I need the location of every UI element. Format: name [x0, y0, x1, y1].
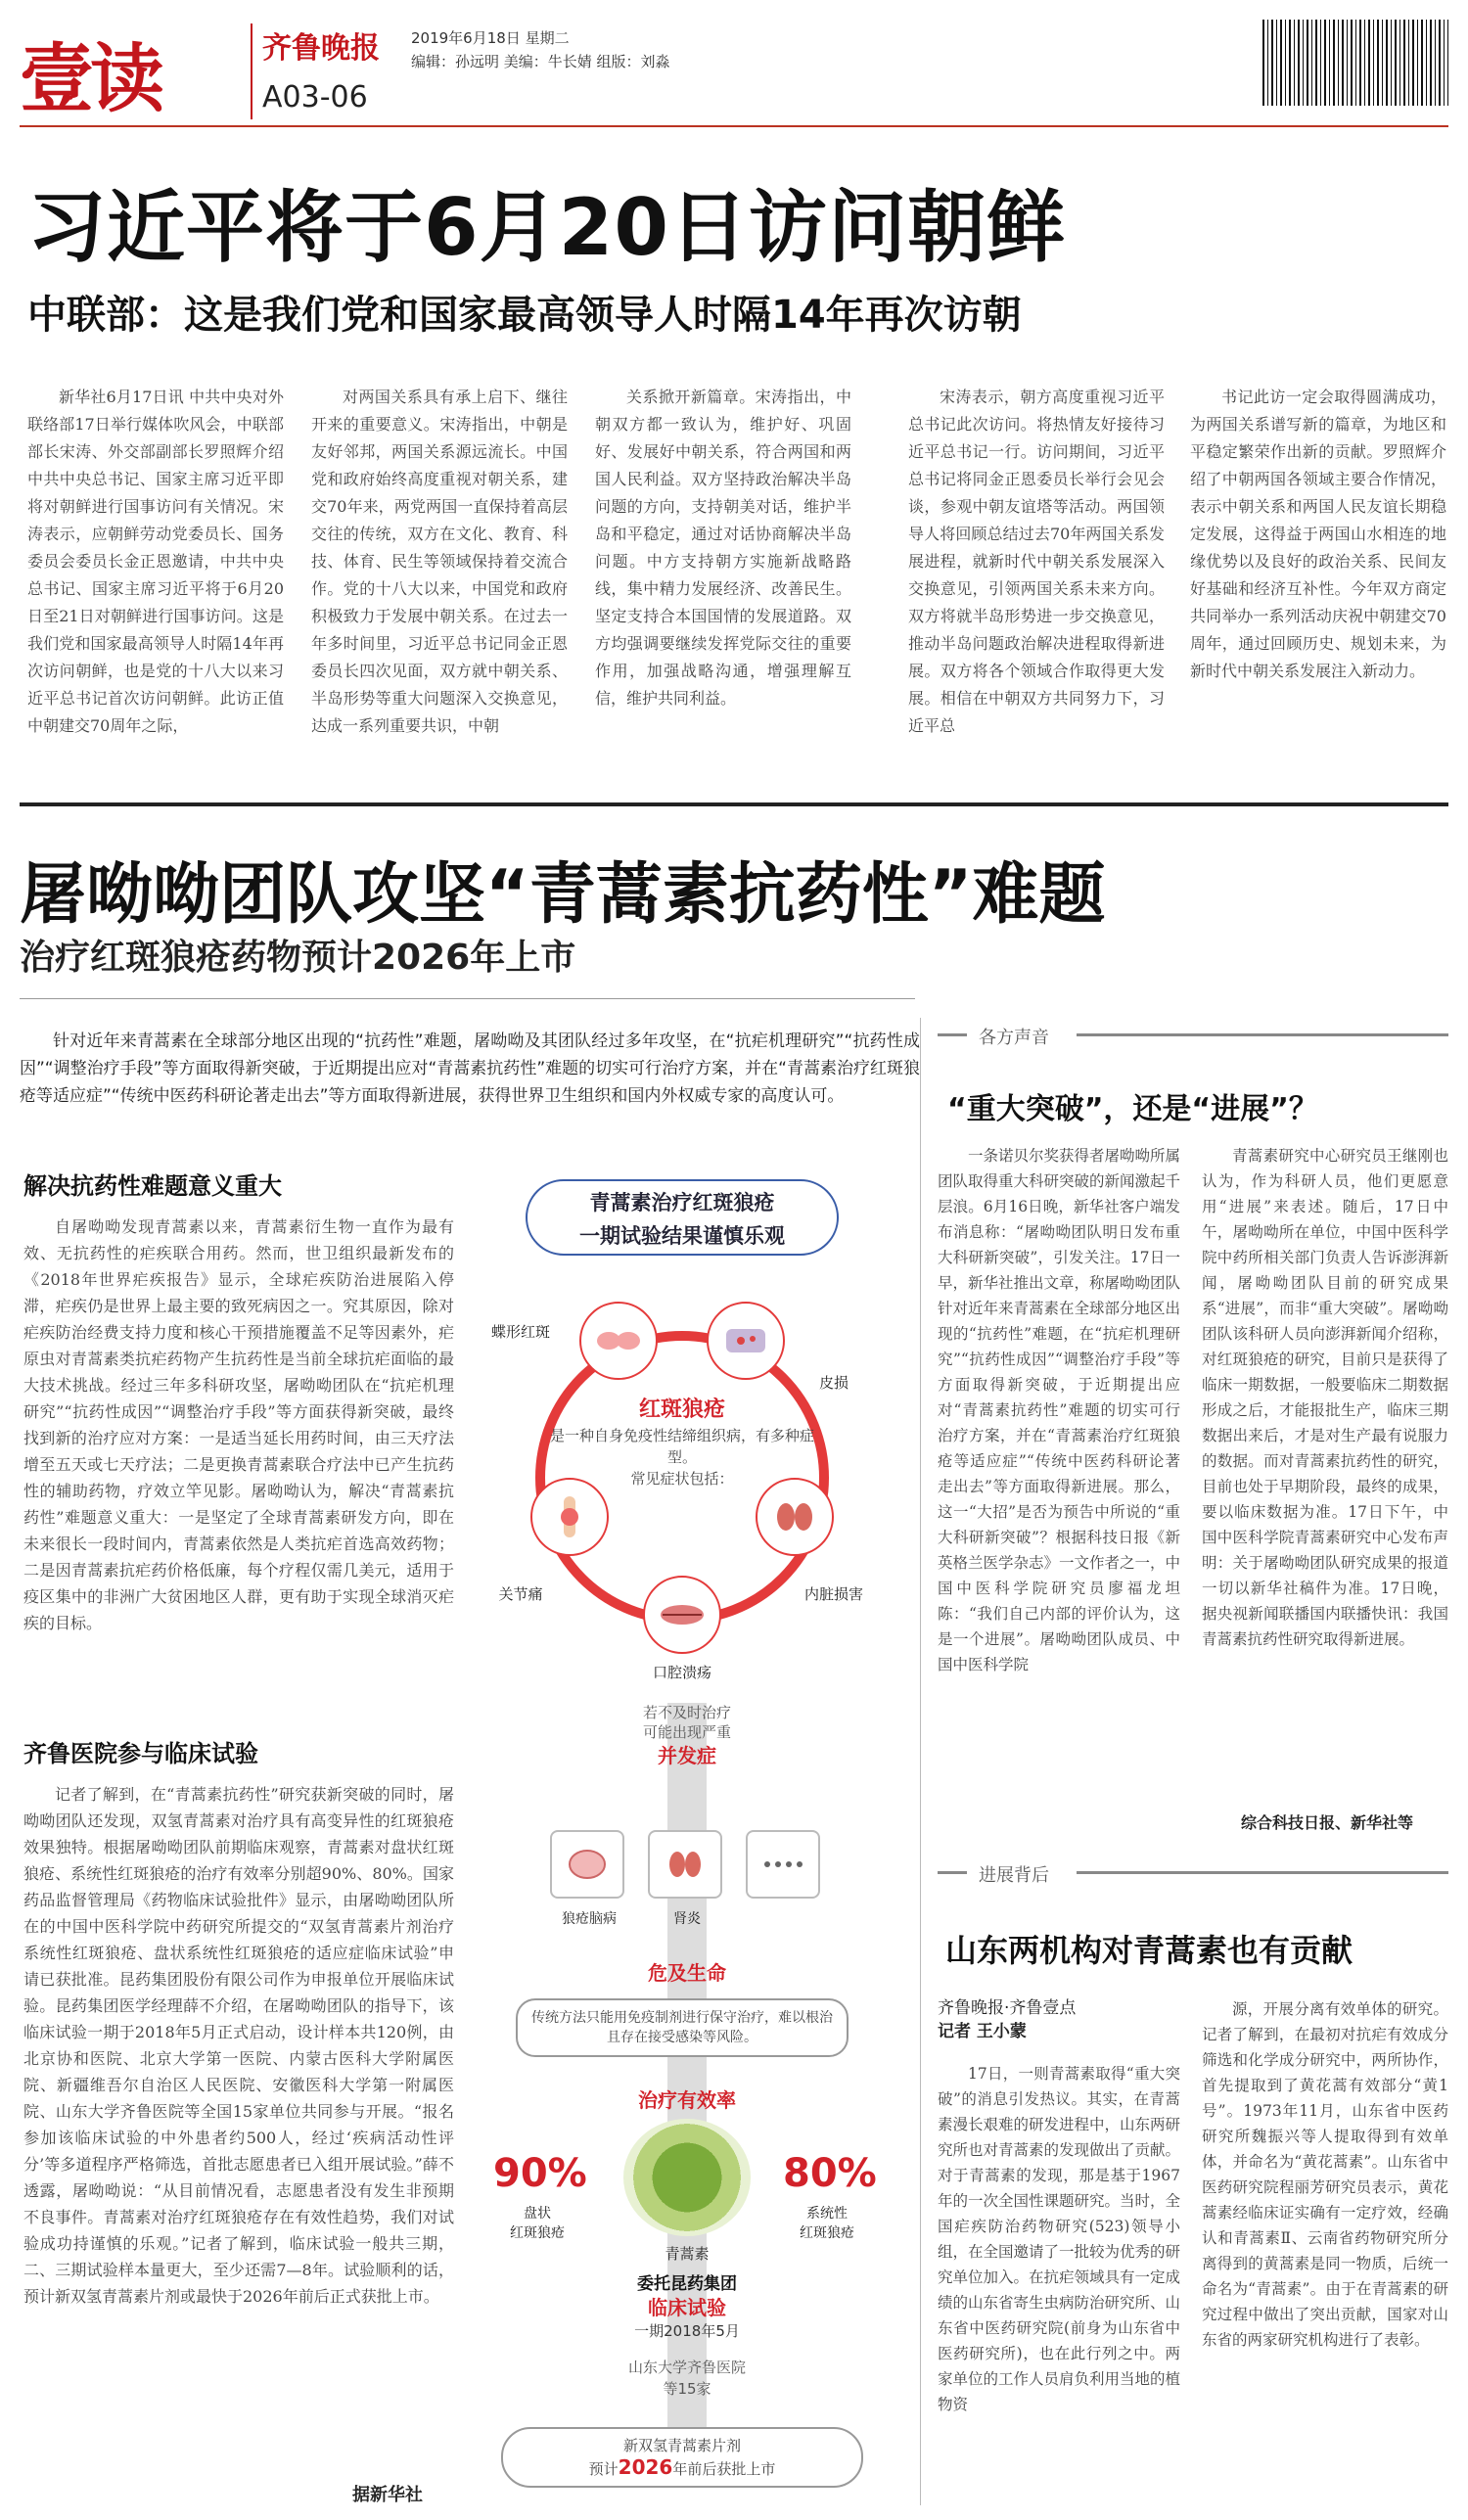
lead-column	[311, 384, 568, 775]
section-rule	[20, 802, 1448, 806]
kidney-icon	[648, 1830, 722, 1899]
voices-column	[1202, 1143, 1448, 1801]
symptom-label: 蝶形红斑	[490, 1323, 550, 1341]
trial-hospitals: 山东大学齐鲁医院 等15家	[627, 2359, 746, 2398]
barcode-image	[1262, 20, 1448, 106]
page-number: A03-06	[262, 80, 368, 115]
herb-label: 青蒿素	[665, 2245, 710, 2263]
butterfly-rash-icon	[579, 1302, 658, 1380]
tag-background: 进展背后	[979, 1865, 1049, 1886]
organ-damage-icon	[756, 1478, 834, 1556]
tag-rule	[938, 1033, 967, 1036]
section-brand: 壹读	[20, 35, 161, 122]
lead-paragraph: 宋涛表示，朝方高度重视习近平总书记此次访问。将热情友好接待习近平总书记一行。访问期间，习近平总书记将同金正恩委员长举行会见会谈，参观中朝友谊塔等活动。两国领导人将回顾总结过去70年两国关系发展进程，就新时代中朝关系发展深入交换意见，引领两国关系未来方向。双方将就半岛形势进一步交换意见，推动半岛问题政治解决进程取得新进展。双方将各个领域合作取得更大发展。相信在中朝双方共同努力下，习近平总	[908, 388, 1165, 735]
background-column	[1202, 1996, 1448, 2505]
mouth-ulcer-icon	[643, 1576, 721, 1654]
date-line: 2019年6月18日 星期二	[411, 29, 570, 47]
brain-icon	[550, 1830, 624, 1899]
infographic-title	[526, 1179, 839, 1256]
launch-forecast	[501, 2427, 863, 2488]
lead-paragraph: 新华社6月17日讯 中共中央对外联络部17日举行媒体吹风会，中联部部长宋涛、外交部副部长罗照辉介绍中共中央总书记、国家主席习近平即将对朝鲜进行国事访问有关情况。宋涛表示，应朝鲜劳动党委员长、国务委员会委员长金正恩邀请，中共中央总书记、国家主席习近平将于6月20日至21日对朝鲜进行国事访问。这是我们党和国家最高领导人时隔14年再次访问朝鲜，也是党的十八大以来习近平总书记首次访问朝鲜。此访正值中朝建交70周年之际，	[27, 388, 284, 735]
masthead-divider	[251, 23, 252, 119]
story-credit: 据新华社	[352, 2485, 423, 2505]
column-rule	[920, 1018, 921, 2505]
section-head-resistance: 解决抗药性难题意义重大	[23, 1172, 282, 1200]
story2-headline: 屠呦呦团队攻坚“青蒿素抗药性”难题	[20, 856, 1106, 934]
lead-column	[908, 384, 1165, 775]
common-symptoms-label: 常见症状包括：	[630, 1470, 734, 1488]
voices-credit: 综合科技日报、新华社等	[1241, 1813, 1414, 1832]
efficacy-systemic-label: 系统性 红斑狼疮	[800, 2206, 854, 2241]
more-icon	[746, 1830, 820, 1899]
story2-lede: 针对近年来青蒿素在全球部分地区出现的“抗药性”难题，屠呦呦及其团队经过多年攻坚，在“抗疟机理研究”“抗药性成因”“调整治疗手段”等方面取得新突破，于近期提出应对“青蒿素抗药性”难题的切实可行治疗方案，并在“青蒿素治疗红斑狼疮等适应症”“传统中医药科研论著走出去”等方面取得新进展，获得世界卫生组织和国内外权威专家的高度认可。	[20, 1031, 920, 1106]
launch-year: 2026	[618, 2455, 673, 2479]
complication-warning	[589, 1703, 785, 1765]
lead-column	[595, 384, 851, 775]
lead-paragraph: 对两国关系具有承上启下、继往开来的重要意义。宋涛指出，中朝是友好邻邦，两国关系源远流长。中国党和政府始终高度重视对朝关系，建交70年来，两党两国一直保持着高层交往的传统，双方在文化、教育、科技、体育、民生等领域保持着交流合作。党的十八大以来，中国党和政府积极致力于发展中朝关系。在过去一年多时间里，习近平总书记同金正恩委员长四次见面，双方就中朝关系、半岛形势等重大问题深入交换意见，达成一系列重要共识，中朝	[311, 388, 568, 735]
lead-paragraph: 关系掀开新篇章。宋涛指出，中朝双方都一致认为，维护好、巩固好、发展好中朝关系，符合两国和两国人民利益。双方坚持政治解决半岛问题的方向，支持朝美对话，维护半岛和平稳定，通过对话协商解决半岛问题。中方支持朝方实施新战略路线，集中精力发展经济、改善民生。坚定支持合本国国情的发展道路。双方均强调要继续发挥党际交往的重要作用，加强战略沟通，增强理解互信，维护共同利益。	[595, 388, 851, 708]
efficacy-title: 治疗有效率	[638, 2088, 736, 2112]
background-column	[938, 2061, 1180, 2506]
skin-lesion-icon	[707, 1302, 785, 1380]
lead-subheadline: 中联部：这是我们党和国家最高领导人时隔14年再次访朝	[27, 293, 1022, 338]
disease-description	[540, 1399, 824, 1489]
background-paragraph: 17日，一则青蒿素取得“重大突破”的消息引发热议。其实，在青蒿素漫长艰难的研发进程中，山东两研究所也对青蒿素的发现做出了贡献。对于青蒿素的发现，那是基于1967年的一次全国性课题研究。当时，全国疟疾防治药物研究(523)领导小组，在全国邀请了一批较为优秀的研究单位加入。在抗疟领域具有一定成绩的山东省寄生虫病防治研究所、山东省中医药研究院(前身为山东省中医药研究所)，也在此行列之中。两家单位的工作人员肩负利用当地的植物资	[938, 2065, 1180, 2413]
joint-pain-icon	[530, 1478, 609, 1556]
trial-label: 临床试验	[648, 2296, 726, 2319]
lead-headline: 习近平将于6月20日访问朝鲜	[27, 182, 1066, 273]
complication-label: 狼疮脑病	[562, 1911, 617, 1927]
story2-subheadline: 治疗红斑狼疮药物预计2026年上市	[20, 938, 576, 978]
artemisia-herb-icon	[623, 2119, 751, 2236]
launch-pre: 新双氢青蒿素片剂 预计	[588, 2437, 741, 2478]
complication-title: 并发症	[658, 1744, 716, 1767]
disease-desc: 是一种自身免疫性结缔组织病，有多种症型。	[549, 1427, 814, 1466]
lead-paragraph: 书记此访一定会取得圆满成功，为两国关系谱写新的篇章，为地区和平稳定繁荣作出新的贡献。罗照辉介绍了中朝两国各领域主要合作情况，表示中朝关系和两国人民友谊长期稳定发展，这得益于两国山水相连的地缘优势以及良好的政治关系、民间友好基础和经济互补性。今年双方商定共同举办一系列活动庆祝中朝建交70周年，通过回顾历史、规划未来，为新时代中朝关系发展注入新动力。	[1190, 388, 1446, 680]
masthead	[20, 10, 1448, 127]
trial-sponsor	[579, 2272, 795, 2343]
section-body-resistance	[23, 1214, 454, 1722]
voices-column	[938, 1143, 1180, 1828]
section-body-trial	[23, 1781, 454, 2476]
lead-column	[1190, 384, 1446, 775]
voices-headline: “重大突破”，还是“进展”？	[947, 1092, 1318, 1126]
subheadline-rule	[20, 998, 915, 999]
tag-rule	[938, 1871, 967, 1874]
body-paragraph: 自屠呦呦发现青蒿素以来，青蒿素衍生物一直作为最有效、无抗药性的疟疾联合用药。然而，世卫组织最新发布的《2018年世界疟疾报告》显示，全球疟疾防治进展陷入停滞，疟疾仍是世界上最主要的致死病因之一。究其原因，除对疟疾防治经费支持力度和核心干预措施覆盖不足等因素外，疟原虫对青蒿素类抗疟药物产生抗药性是当前全球抗疟面临的最大技术挑战。经过三年多科研攻坚，屠呦呦团队在“抗疟机理研究”“抗药性成因”“调整治疗手段”等方面获得新突破，最终找到新的治疗应对方案：一是适当延长用药时间，由三天疗法增至五天或七天疗法；二是更换青蒿素联合疗法中已产生抗药性的辅助药物，疗效立竿见影。屠呦呦认为，解决“青蒿素抗药性”难题意义重大：一是坚定了全球青蒿素研发方向，即在未来很长一段时间内，青蒿素依然是人类抗疟首选高效药物；二是因青蒿素抗疟药价格低廉，每个疗程仅需几美元，适用于疫区集中的非洲广大贫困地区人群，更有助于实现全球消灭疟疾的目标。	[23, 1217, 454, 1632]
sponsor-text: 委托昆药集团	[637, 2274, 737, 2294]
efficacy-systemic: 80%	[783, 2151, 877, 2196]
byline-outlet: 齐鲁晚报·齐鲁壹点	[938, 1998, 1077, 2018]
trial-date: 一期2018年5月	[634, 2322, 740, 2340]
byline	[938, 1996, 1076, 2043]
symptom-label: 关节痛	[498, 1585, 543, 1603]
tag-voices: 各方声音	[979, 1028, 1049, 1048]
lead-column	[27, 384, 284, 775]
background-paragraph: 源，开展分离有效单体的研究。记者了解到，在最初对抗疟有效成分筛选和化学成分研究中，两所协作，首先提取到了黄花蒿有效部分“黄1号”。1973年11月，山东省中医药研究所魏振兴等人提取得到有效单体，并命名为“黄花蒿素”。山东省中医药研究院程丽芳研究员表示，黄花蒿素经临床证实确有一定疗效，经确认和青蒿素Ⅱ、云南省药物研究所分离得到的黄蒿素是同一物质，后统一命名为“青蒿素”。由于在青蒿素的研究过程中做出了突出贡献，国家对山东省的两家研究机构进行了表彰。	[1202, 2000, 1448, 2349]
background-headline: 山东两机构对青蒿素也有贡献	[945, 1932, 1353, 1969]
tag-rule	[1077, 1033, 1448, 1036]
section-head-trial: 齐鲁医院参与临床试验	[23, 1740, 258, 1767]
voices-paragraph: 一条诺贝尔奖获得者屠呦呦所属团队取得重大科研突破的新闻激起千层浪。6月16日晚，新华社客户端发布消息称：“屠呦呦团队明日发布重大科研新突破”，引发关注。17日一早，新华社推出文章，称屠呦呦团队针对近年来青蒿素在全球部分地区出现的“抗药性”难题，在“抗疟机理研究”“抗药性成因”“调整治疗手段”等方面取得新突破，于近期提出应对“青蒿素抗药性”难题的切实可行治疗方案，并在“青蒿素治疗红斑狼疮等适应症”“传统中医药科研论著走出去”等方面取得新进展。那么，这一“大招”是否为预告中所说的“重大科研新突破”？根据科技日报《新英格兰医学杂志》一文作者之一，中国中医科学院研究员廖福龙坦陈：“我们自己内部的评价认为，这是一个进展”。屠呦呦团队成员、中国中医科学院	[938, 1147, 1180, 1673]
efficacy-discoid-label: 盘状 红斑狼疮	[510, 2206, 565, 2241]
symptom-label: 内脏损害	[803, 1585, 863, 1603]
body-paragraph: 记者了解到，在“青蒿素抗药性”研究获新突破的同时，屠呦呦团队还发现，双氢青蒿素对治疗具有高变异性的红斑狼疮效果独特。根据屠呦呦团队前期临床观察，青蒿素对盘状红斑狼疮、系统性红斑狼疮的治疗有效率分别超90%、80%。国家药品监督管理局《药物临床试验批件》显示，由屠呦呦团队所在的中国中医科学院中药研究所提交的“双氢青蒿素片剂治疗系统性红斑狼疮、盘状系统性红斑狼疮的适应症临床试验”申请已获批准。昆药集团股份有限公司作为申报单位开展临床试验。昆药集团医学经理薛不介绍，在屠呦呦团队的指导下，该临床试验一期于2018年5月正式启动，设计样本共120例，由北京协和医院、北京大学第一医院、内蒙古医科大学附属医院、新疆维吾尔自治区人民医院、安徽医科大学第一附属医院、山东大学齐鲁医院等全国15家单位共同参与开展。“报名参加该临床试验的中外患者约500人，经过‘疾病活动性评分’等多道程序严格筛选，首批志愿患者已入组开展试验。”薛不透露，屠呦呦说：“从目前情况看，志愿患者没有发生非预期不良事件。青蒿素对治疗红斑狼疮存在有效性趋势，我们对试验成功持谨慎的乐观。”记者了解到，临床试验一般共三期，二、三期试验样本量更大，至少还需7—8年。试验顺利的话，预计新双氢青蒿素片剂或最快于2026年前后正式获批上市。	[23, 1785, 454, 2306]
tag-rule	[1077, 1871, 1448, 1874]
launch-post: 年前后获批上市	[672, 2460, 776, 2478]
disease-name: 红斑狼疮	[638, 1397, 725, 1422]
voices-paragraph: 青蒿素研究中心研究员王继刚也认为，作为科研人员，他们更愿意用“进展”来表述。随后，17日中午，屠呦呦所在单位，中国中医科学院中药所相关部门负责人告诉澎湃新闻，屠呦呦团队目前的研究成果系“进展”，而非“重大突破”。屠呦呦团队该科研人员向澎湃新闻介绍称，对红斑狼疮的研究，目前只是获得了临床一期数据，一般要临床二期数据形成之后，才能报批生产，临床三期数据出来后，才是对生产最有说服力的数据。而对青蒿素抗药性的研究，目前也处于早期阶段，最终的成果，要以临床数据为准。17日下午，中国中医科学院青蒿素研究中心发布声明：关于屠呦呦团队研究成果的报道一切以新华社稿件为准。17日晚，据央视新闻联播国内联播快讯：我国青蒿素抗药性研究取得新进展。	[1202, 1147, 1448, 1648]
complication-label: 肾炎	[673, 1911, 701, 1927]
symptom-label: 口腔溃疡	[652, 1664, 711, 1681]
infographic-title-text: 青蒿素治疗红斑狼疮 一期试验结果谨慎乐观	[579, 1191, 785, 1248]
danger-label: 危及生命	[648, 1961, 726, 1985]
byline-reporter: 记者 王小蒙	[938, 2022, 1027, 2041]
warning-text: 若不及时治疗 可能出现严重	[642, 1704, 731, 1741]
staff-line: 编辑：孙远明 美编：牛长婧 组版：刘淼	[411, 53, 670, 70]
infographic	[472, 1155, 893, 2496]
symptom-label: 皮损	[818, 1374, 849, 1392]
paper-logo: 齐鲁晚报	[262, 31, 380, 66]
traditional-treatment: 传统方法只能用免疫制剂进行保守治疗，难以根治且存在接受感染等风险。	[516, 1998, 849, 2057]
efficacy-discoid: 90%	[493, 2151, 587, 2196]
